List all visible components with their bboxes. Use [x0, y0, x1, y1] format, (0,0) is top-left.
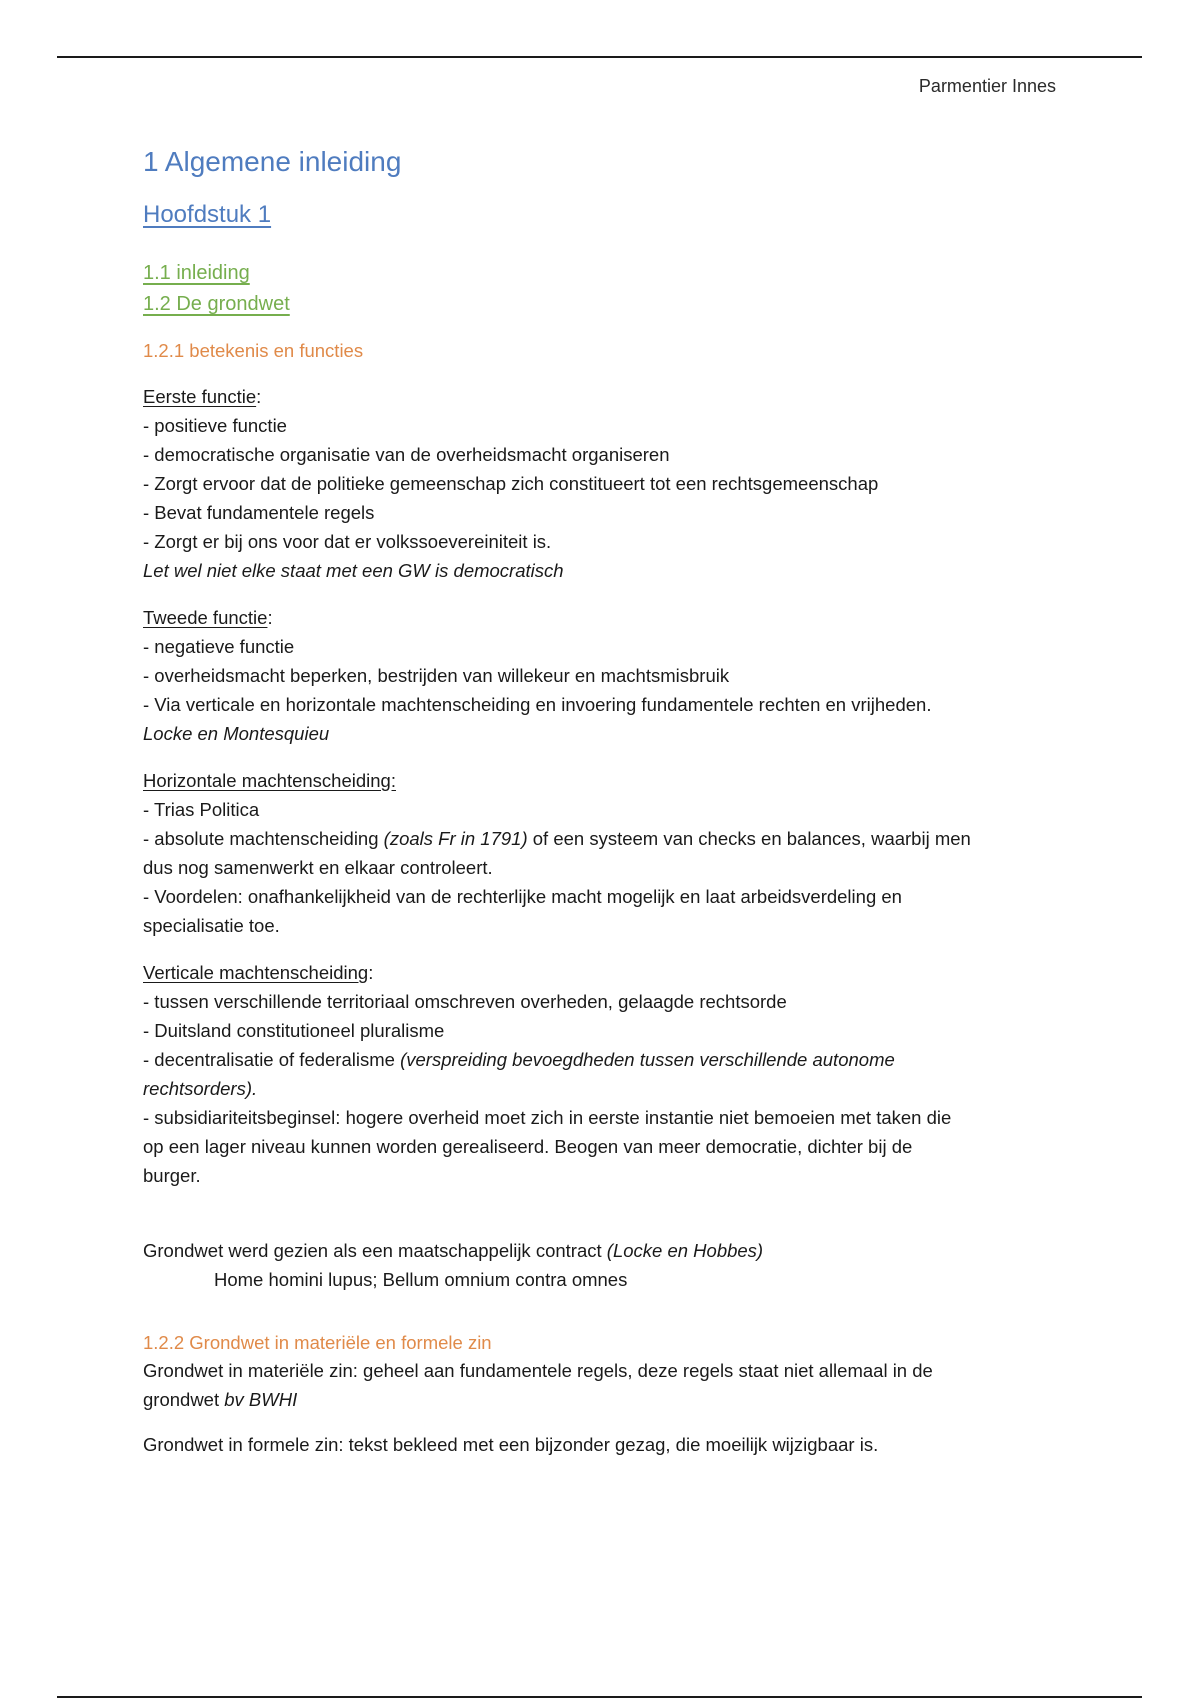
- list-item: - overheidsmacht beperken, bestrijden van willekeur en machtsmisbruik: [143, 664, 730, 686]
- list-item: - Zorgt er bij ons voor dat er volkssoevereiniteit is.: [143, 530, 552, 552]
- list-item: - negatieve functie: [143, 635, 295, 657]
- formeel-line: Grondwet in formele zin: tekst bekleed met een bijzonder gezag, die moeilijk wijzigbaar is.: [143, 1433, 879, 1455]
- subsection-heading-1-2-1: 1.2.1 betekenis en functies: [143, 339, 364, 361]
- list-item-continued: dus nog samenwerkt en elkaar controleert.: [143, 856, 493, 878]
- list-item: - Via verticale en horizontale machtenscheiding en invoering fundamentele rechten en vrijheden.: [143, 693, 932, 715]
- materieel-line-continued: grondwet bv BWHI: [143, 1388, 298, 1410]
- contract-block: [143, 1236, 1043, 1294]
- list-item: - Duitsland constitutioneel pluralisme: [143, 1019, 445, 1041]
- list-item: - positieve functie: [143, 414, 287, 436]
- contract-line: Grondwet werd gezien als een maatschappelijk contract (Locke en Hobbes): [143, 1239, 764, 1261]
- verticale-block: [143, 958, 1043, 1190]
- bottom-rule: [57, 1696, 1142, 1698]
- list-item: - democratische organisatie van de overheidsmacht organiseren: [143, 443, 670, 465]
- header-author: Parmentier Innes: [918, 76, 1056, 96]
- horizontale-label: Horizontale machtenscheiding:: [143, 769, 396, 791]
- eerste-functie-label: Eerste functie:: [143, 385, 262, 407]
- list-item: - subsidiariteitsbeginsel: hogere overheid moet zich in eerste instantie niet bemoeien met taken die: [143, 1106, 952, 1128]
- section-heading-1-2: 1.2 De grondwet: [143, 292, 290, 315]
- section-heading-1-1: 1.1 inleiding: [143, 261, 250, 284]
- materieel-line: Grondwet in materiële zin: geheel aan fundamentele regels, deze regels staat niet allemaal in de: [143, 1359, 933, 1381]
- subsection-heading-1-2-2: 1.2.2 Grondwet in materiële en formele zin: [143, 1331, 492, 1353]
- list-item: - absolute machtenscheiding (zoals Fr in 1791) of een systeem van checks en balances, waarbij men: [143, 827, 971, 849]
- list-item: - decentralisatie of federalisme (verspreiding bevoegdheden tussen verschillende autonome: [143, 1048, 895, 1070]
- tweede-functie-block: [143, 603, 1043, 748]
- list-item-continued: burger.: [143, 1164, 201, 1186]
- eerste-functie-block: [143, 382, 1043, 585]
- page-title: 1 Algemene inleiding: [143, 146, 402, 177]
- horizontale-block: [143, 766, 1043, 940]
- list-item-continued: rechtsorders).: [143, 1077, 258, 1099]
- top-rule: [57, 56, 1142, 58]
- tweede-functie-label: Tweede functie:: [143, 606, 273, 628]
- eerste-functie-note: Let wel niet elke staat met een GW is democratisch: [143, 559, 564, 581]
- verticale-label: Verticale machtenscheiding:: [143, 961, 374, 983]
- list-item: - tussen verschillende territoriaal omschreven overheden, gelaagde rechtsorde: [143, 990, 787, 1012]
- chapter-heading: Hoofdstuk 1: [143, 200, 272, 228]
- list-item: - Voordelen: onafhankelijkheid van de rechterlijke macht mogelijk en laat arbeidsverdeling en: [143, 885, 902, 907]
- list-item: - Bevat fundamentele regels: [143, 501, 375, 523]
- section-1-2-2-block: [143, 1330, 1043, 1459]
- document-body: [143, 145, 1043, 1459]
- contract-quote: Home homini lupus; Bellum omnium contra omnes: [214, 1268, 628, 1290]
- list-item: - Zorgt ervoor dat de politieke gemeenschap zich constitueert tot een rechtsgemeenschap: [143, 472, 879, 494]
- list-item-continued: specialisatie toe.: [143, 914, 280, 936]
- list-item: - Trias Politica: [143, 798, 260, 820]
- tweede-functie-note: Locke en Montesquieu: [143, 722, 330, 744]
- list-item-continued: op een lager niveau kunnen worden gerealiseerd. Beogen van meer democratie, dichter bij de: [143, 1135, 913, 1157]
